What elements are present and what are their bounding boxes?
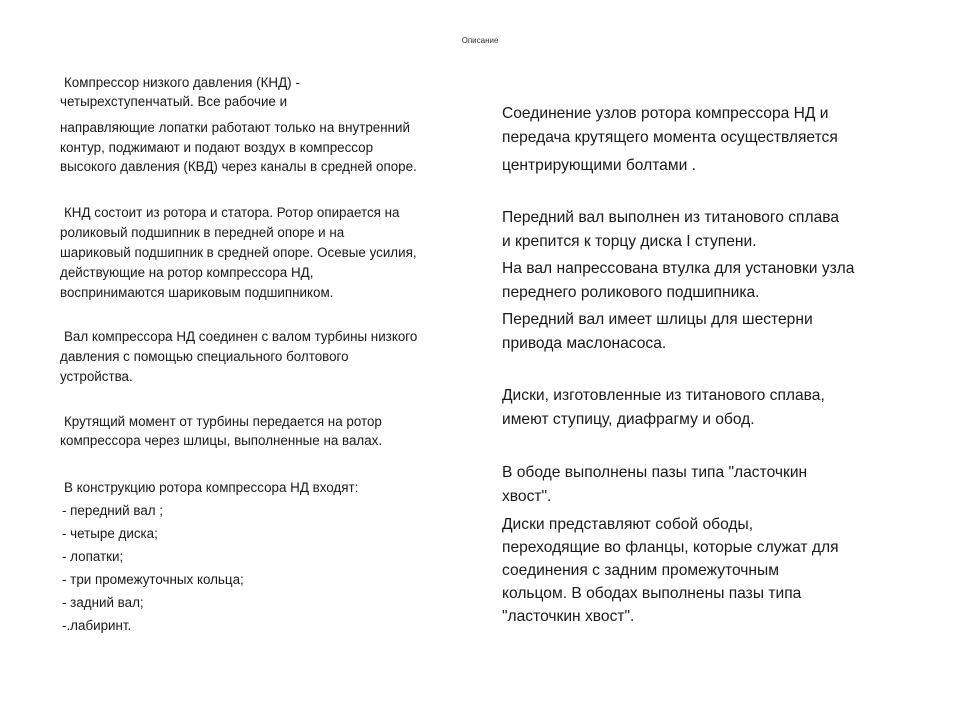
- list-item: - передний вал ;: [62, 503, 164, 518]
- left-p1-line3: направляющие лопатки работают только на внутренний: [60, 120, 410, 135]
- left-p2-line2: роликовый подшипник в передней опоре и на: [60, 225, 345, 240]
- left-p1-line1: Компрессор низкого давления (КНД) -: [64, 75, 300, 90]
- right-b6-line2: хвост".: [502, 488, 552, 505]
- right-b7-line2: переходящие во фланцы, которые служат для: [502, 539, 839, 556]
- left-p3-line1: Вал компрессора НД соединен с валом турбины низкого: [64, 329, 418, 344]
- right-b1-line1: Соединение узлов ротора компрессора НД и: [502, 105, 829, 122]
- left-p4-line2: компрессора через шлицы, выполненные на валах.: [60, 433, 383, 448]
- right-b7-line1: Диски представляют собой ободы,: [502, 516, 754, 533]
- right-b1-line2: передача крутящего момента осуществляется: [502, 129, 838, 146]
- right-b7-line3: соединения с задним промежуточным: [502, 562, 779, 579]
- right-b3-line1: На вал напрессована втулка для установки узла: [502, 260, 855, 277]
- left-p1-line4: контур, поджимают и подают воздух в компрессор: [60, 140, 374, 155]
- list-item: - три промежуточных кольца;: [62, 572, 244, 587]
- left-p2-line1: КНД состоит из ротора и статора. Ротор опирается на: [64, 205, 400, 220]
- left-p4-line1: Крутящий момент от турбины передается на ротор: [64, 414, 382, 429]
- left-p2-line3: шариковый подшипник в средней опоре. Осевые усилия,: [60, 245, 417, 260]
- list-item: - четыре диска;: [62, 526, 158, 541]
- slide-title: Описание: [461, 36, 499, 45]
- right-b7-line5: "ласточкин хвост".: [502, 608, 635, 625]
- right-b5-line1: Диски, изготовленные из титанового сплава,: [502, 387, 825, 404]
- left-p1-line5: высокого давления (КВД) через каналы в средней опоре.: [60, 159, 417, 174]
- list-item: - задний вал;: [62, 595, 144, 610]
- right-b2-line2: и крепится к торцу диска I ступени.: [502, 233, 757, 250]
- left-p3-line3: устройства.: [60, 369, 133, 384]
- list-intro: В конструкцию ротора компрессора НД входят:: [64, 480, 359, 495]
- left-p2-line5: воспринимаются шариковым подшипником.: [60, 285, 334, 300]
- right-b4-line2: привода маслонасоса.: [502, 335, 667, 352]
- left-p3-line2: давления с помощью специального болтового: [60, 349, 349, 364]
- right-b7-line4: кольцом. В ободах выполнены пазы типа: [502, 585, 802, 602]
- right-b4-line1: Передний вал имеет шлицы для шестерни: [502, 311, 813, 328]
- right-b5-line2: имеют ступицу, диафрагму и обод.: [502, 411, 755, 428]
- right-b6-line1: В ободе выполнены пазы типа "ласточкин: [502, 464, 808, 481]
- list-item: -.лабиринт.: [62, 618, 132, 633]
- right-b2-line1: Передний вал выполнен из титанового сплава: [502, 209, 840, 226]
- left-p2-line4: действующие на ротор компрессора НД,: [60, 265, 314, 280]
- right-b3-line2: переднего роликового подшипника.: [502, 284, 760, 301]
- left-p1-line2: четырехступенчатый. Все рабочие и: [60, 94, 288, 109]
- list-item: - лопатки;: [62, 549, 124, 564]
- right-b1-line3: центрирующими болтами .: [502, 157, 696, 174]
